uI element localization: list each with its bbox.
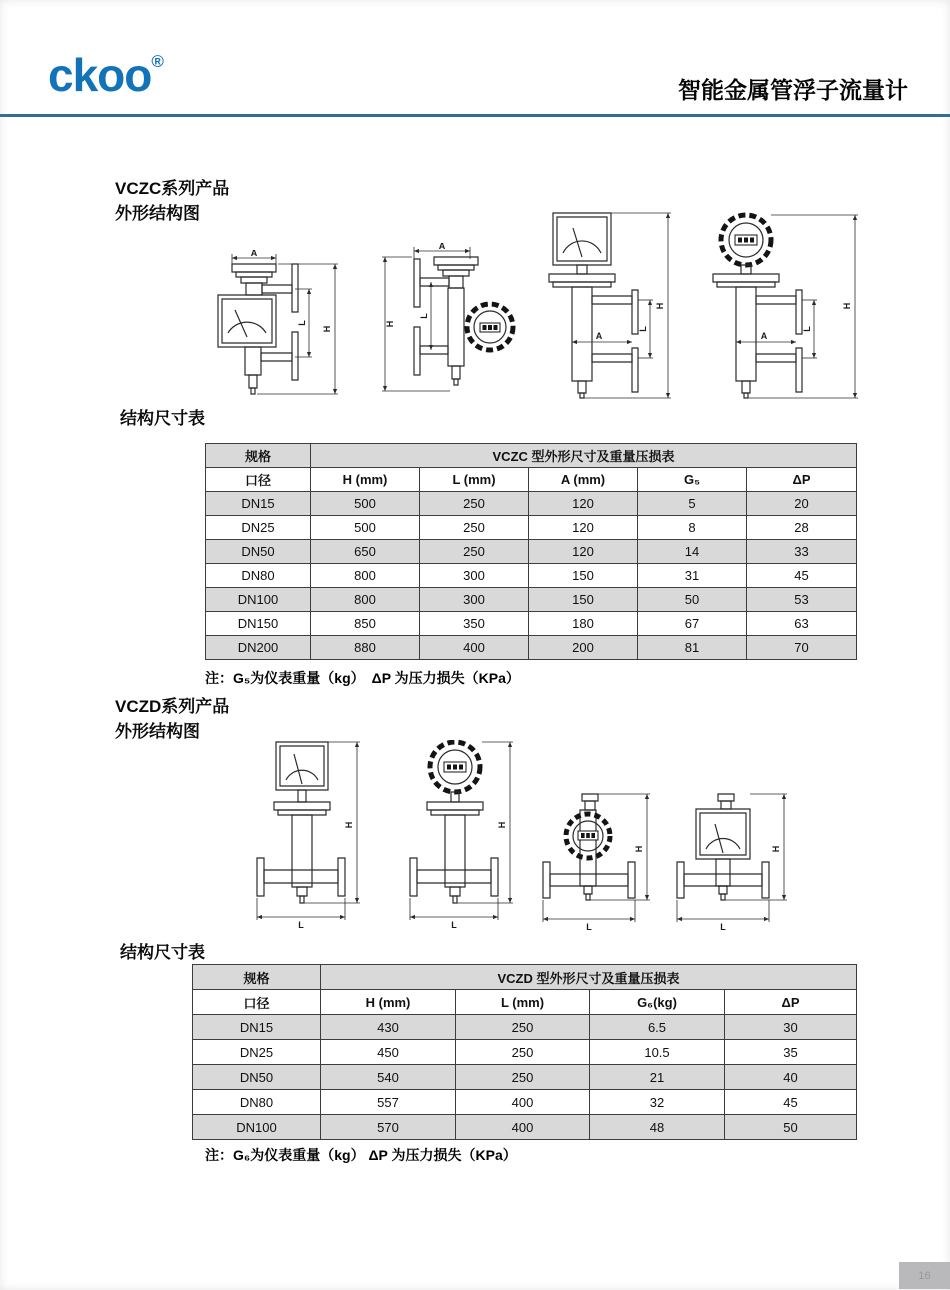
table-row xyxy=(206,588,857,612)
dim-label-h: H xyxy=(322,325,332,333)
table-cell: DN50 xyxy=(193,1065,321,1090)
table-cell: 33 xyxy=(747,540,857,564)
table-row xyxy=(206,612,857,636)
table-cell: 500 xyxy=(311,492,420,516)
table-cell: H (mm) xyxy=(321,990,456,1015)
table-cell: 250 xyxy=(456,1040,590,1065)
table-cell: 20 xyxy=(747,492,857,516)
table-cell: ΔP xyxy=(747,468,857,492)
dim-label-h: H xyxy=(771,845,781,853)
table-cell: 45 xyxy=(747,564,857,588)
dim-label-h: H xyxy=(634,845,644,853)
header-rule xyxy=(0,114,950,117)
registered-mark: ® xyxy=(151,52,164,71)
vczd-series-line1: VCZD系列产品 xyxy=(115,697,230,716)
vczd-drawing-tall-counter xyxy=(405,740,520,930)
table-row xyxy=(193,1015,857,1040)
vczc-drawing-top-counter xyxy=(698,210,868,400)
table-cell: 150 xyxy=(529,564,638,588)
table-cell: 81 xyxy=(638,636,747,660)
brand-logo-text: ckoo xyxy=(48,49,152,101)
table-cell: 14 xyxy=(638,540,747,564)
dim-label-l: L xyxy=(451,920,457,930)
table-cell: 250 xyxy=(420,492,529,516)
table-row xyxy=(193,1090,857,1115)
brand-logo xyxy=(48,49,164,101)
table-cell: 67 xyxy=(638,612,747,636)
table-cell: 250 xyxy=(420,516,529,540)
dim-label-a: A xyxy=(438,243,446,251)
table-cell: 50 xyxy=(725,1115,857,1140)
table-cell: 口径 xyxy=(206,468,311,492)
vczc-series-line2: 外形结构图 xyxy=(115,203,200,223)
vczd-drawing-short-counter xyxy=(538,792,658,932)
table-cell: DN200 xyxy=(206,636,311,660)
vczc-drawing-side-gauge xyxy=(212,250,347,400)
vczd-drawing-short-gauge xyxy=(670,792,795,932)
table-cell: A (mm) xyxy=(529,468,638,492)
table-cell: 557 xyxy=(321,1090,456,1115)
table-cell: 800 xyxy=(311,564,420,588)
table-cell: 8 xyxy=(638,516,747,540)
table-cell: 250 xyxy=(456,1065,590,1090)
table-cell: ΔP xyxy=(725,990,857,1015)
vczc-section-title xyxy=(115,177,229,226)
table-cell: 口径 xyxy=(193,990,321,1015)
table-row xyxy=(193,1115,857,1140)
dim-label-a: A xyxy=(250,250,258,258)
table-cell: 63 xyxy=(747,612,857,636)
table-span-header: VCZD 型外形尺寸及重量压损表 xyxy=(321,965,857,990)
dim-label-l: L xyxy=(298,920,304,930)
table-cell: 400 xyxy=(456,1090,590,1115)
table-cell: 6.5 xyxy=(590,1015,725,1040)
table-cell: DN50 xyxy=(206,540,311,564)
table-cell: 300 xyxy=(420,588,529,612)
table-cell: DN15 xyxy=(206,492,311,516)
table-cell: 430 xyxy=(321,1015,456,1040)
page-number-badge xyxy=(899,1262,950,1289)
dim-label-h: H xyxy=(385,320,395,328)
table-cell: 45 xyxy=(725,1090,857,1115)
page-title: 智能金属管浮子流量计 xyxy=(678,77,908,103)
table-cell: 400 xyxy=(456,1115,590,1140)
table-row xyxy=(193,1065,857,1090)
dim-label-l: L xyxy=(720,922,726,932)
table-cell: G₆(kg) xyxy=(590,990,725,1015)
table-cell: 规格 xyxy=(206,444,311,468)
dim-label-l: L xyxy=(419,313,429,319)
table-cell: 53 xyxy=(747,588,857,612)
table-cell: 250 xyxy=(420,540,529,564)
table-cell: L (mm) xyxy=(456,990,590,1015)
dim-label-a: A xyxy=(595,331,603,341)
table-row xyxy=(206,516,857,540)
vczc-series-line1: VCZC系列产品 xyxy=(115,179,230,198)
table-cell: 32 xyxy=(590,1090,725,1115)
table-cell: 200 xyxy=(529,636,638,660)
table-cell: 10.5 xyxy=(590,1040,725,1065)
table-cell: 400 xyxy=(420,636,529,660)
table-cell: DN80 xyxy=(193,1090,321,1115)
dim-label-l: L xyxy=(638,326,648,332)
table-cell: 180 xyxy=(529,612,638,636)
dim-label-a: A xyxy=(760,331,768,341)
vczd-dimension-table xyxy=(192,964,857,1140)
table-row xyxy=(193,1040,857,1065)
table-cell: 48 xyxy=(590,1115,725,1140)
table-cell: DN100 xyxy=(206,588,311,612)
table-cell: G₅ xyxy=(638,468,747,492)
vczd-drawing-tall-gauge xyxy=(252,740,367,930)
table-cell: 120 xyxy=(529,516,638,540)
vczd-table-heading: 结构尺寸表 xyxy=(120,943,205,962)
dim-label-l: L xyxy=(586,922,592,932)
table-row xyxy=(206,564,857,588)
table-cell: 规格 xyxy=(193,965,321,990)
table-cell: 40 xyxy=(725,1065,857,1090)
table-cell: 28 xyxy=(747,516,857,540)
dim-label-h: H xyxy=(655,302,665,310)
table-cell: 350 xyxy=(420,612,529,636)
vczd-series-line2: 外形结构图 xyxy=(115,721,200,741)
table-cell: 21 xyxy=(590,1065,725,1090)
table-row xyxy=(206,540,857,564)
table-cell: L (mm) xyxy=(420,468,529,492)
table-cell: DN100 xyxy=(193,1115,321,1140)
vczc-table-heading: 结构尺寸表 xyxy=(120,409,205,428)
table-span-header: VCZC 型外形尺寸及重量压损表 xyxy=(311,444,857,468)
table-cell: 500 xyxy=(311,516,420,540)
table-cell: 120 xyxy=(529,540,638,564)
table-cell: 70 xyxy=(747,636,857,660)
page-number: 16 xyxy=(918,1269,931,1282)
table-cell: DN15 xyxy=(193,1015,321,1040)
table-cell: 570 xyxy=(321,1115,456,1140)
table-cell: 150 xyxy=(529,588,638,612)
table-cell: 31 xyxy=(638,564,747,588)
table-row xyxy=(193,990,857,1015)
dim-label-l: L xyxy=(802,326,812,332)
dim-label-h: H xyxy=(842,302,852,310)
table-cell: 880 xyxy=(311,636,420,660)
table-cell: 30 xyxy=(725,1015,857,1040)
table-cell: DN80 xyxy=(206,564,311,588)
table-cell: 5 xyxy=(638,492,747,516)
table-row xyxy=(193,965,857,990)
vczd-section-title xyxy=(115,695,229,744)
table-cell: 300 xyxy=(420,564,529,588)
table-cell: DN150 xyxy=(206,612,311,636)
vczc-drawing-side-counter xyxy=(376,243,526,398)
dim-label-h: H xyxy=(497,821,507,829)
dim-label-l: L xyxy=(297,320,307,326)
table-cell: 800 xyxy=(311,588,420,612)
vczc-drawing-top-gauge xyxy=(535,210,675,400)
vczc-table-note: 注：G₅为仪表重量（kg） ΔP 为压力损失（KPa） xyxy=(205,670,520,686)
table-cell: 250 xyxy=(456,1015,590,1040)
table-cell: 120 xyxy=(529,492,638,516)
table-cell: 35 xyxy=(725,1040,857,1065)
table-cell: 50 xyxy=(638,588,747,612)
table-row xyxy=(206,468,857,492)
table-row xyxy=(206,444,857,468)
table-cell: 850 xyxy=(311,612,420,636)
table-cell: 450 xyxy=(321,1040,456,1065)
table-cell: DN25 xyxy=(206,516,311,540)
table-cell: H (mm) xyxy=(311,468,420,492)
dim-label-h: H xyxy=(344,821,354,829)
vczc-dimension-table xyxy=(205,443,857,660)
table-cell: 540 xyxy=(321,1065,456,1090)
vczd-table-note: 注：G₆为仪表重量（kg） ΔP 为压力损失（KPa） xyxy=(205,1147,517,1163)
table-row xyxy=(206,492,857,516)
table-cell: 650 xyxy=(311,540,420,564)
table-cell: DN25 xyxy=(193,1040,321,1065)
table-row xyxy=(206,636,857,660)
